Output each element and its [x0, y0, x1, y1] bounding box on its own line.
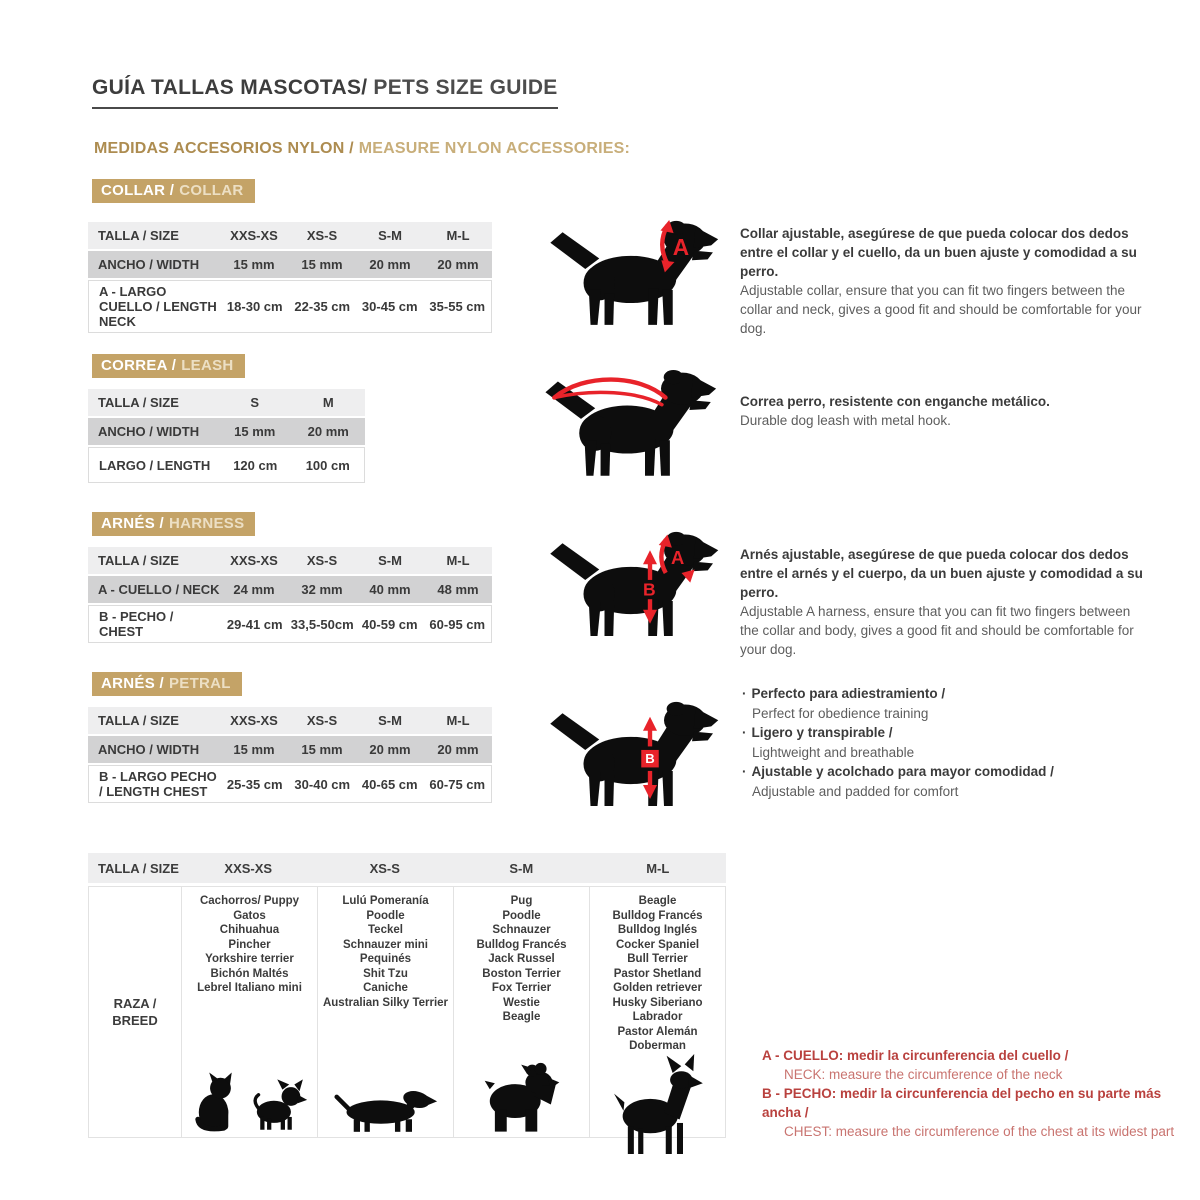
feature-es: · Ajustable y acolchado para mayor comodidad /: [742, 762, 1162, 782]
table-cell: 15 mm: [233, 742, 275, 757]
feature-es: · Ligero y transpirable /: [742, 723, 1162, 743]
section-header-collar-en: COLLAR: [179, 182, 244, 199]
section-header-harness: [92, 512, 255, 536]
section-header-petral-en: PETRAL: [168, 675, 231, 692]
table-row-neck: [88, 576, 492, 603]
table-cell: 100 cm: [305, 457, 350, 473]
measure-letter-a: A: [671, 547, 685, 569]
table-header-cell: M-L: [446, 228, 470, 243]
table-header-cell: M-L: [446, 553, 470, 568]
table-row-width: [88, 736, 492, 763]
page-title: [92, 76, 558, 109]
table-cell: 40-59 cm: [361, 616, 418, 632]
collar-size-table: [88, 222, 492, 335]
table-row-label: B - LARGO PECHO / LENGTH CHEST: [99, 769, 217, 799]
petral-size-table: [88, 707, 492, 805]
breed-column-s-m: [453, 887, 589, 1137]
leash-description-en: Durable dog leash with metal hook.: [740, 413, 951, 428]
harness-description-en: Adjustable A harness, ensure that you can fit two fingers between the collar and body, gives a good fit and should be comfortable for your dog.: [740, 604, 1134, 657]
breed-column-xxs-xs: [181, 887, 317, 1137]
breed-column-m-l: [589, 887, 725, 1137]
table-header-cell: S-M: [378, 553, 402, 568]
table-header-cell: M-L: [446, 713, 470, 728]
page-title-en: PETS SIZE GUIDE: [373, 76, 558, 99]
harness-description-es: Arnés ajustable, asegúrese de que pueda colocar dos dedos entre el arnés y el cuerpo, da un buen ajuste y comodidad a su perro.: [740, 547, 1143, 600]
note-neck-es: A - CUELLO: medir la circunferencia del cuello /: [762, 1048, 1069, 1063]
table-cell: 15 mm: [301, 257, 343, 272]
table-cell: 60-75 cm: [429, 776, 486, 792]
harness-size-table: [88, 547, 492, 645]
feature-item: [742, 762, 1162, 801]
table-row-label: B - PECHO / CHEST: [99, 609, 174, 639]
table-row-label: ANCHO / WIDTH: [98, 742, 200, 757]
table-row-width: [88, 251, 492, 278]
table-row-length: [88, 447, 365, 483]
table-header-cell: TALLA / SIZE: [98, 713, 179, 728]
table-cell: 60-95 cm: [429, 616, 486, 632]
section-header-collar: [92, 179, 255, 203]
table-header-cell: XXS-XS: [230, 228, 278, 243]
section-header-harness-es: ARNÉS /: [101, 515, 164, 532]
table-cell: 30-40 cm: [294, 776, 351, 792]
table-row-label: LARGO / LENGTH: [99, 457, 211, 473]
table-row-width: [88, 418, 365, 445]
section-header-leash-en: LEASH: [181, 357, 234, 374]
chihuahua-silhouette: [250, 1078, 308, 1132]
section-header-petral: [92, 672, 242, 696]
table-cell: 20 mm: [307, 424, 349, 439]
table-header-cell: S: [250, 395, 260, 410]
table-cell: 20 mm: [369, 257, 411, 272]
table-cell: 48 mm: [437, 582, 479, 597]
collar-description: [740, 224, 1144, 338]
silhouette-row: [318, 1085, 453, 1137]
feature-es: · Perfecto para adiestramiento /: [742, 684, 1162, 704]
table-row-label: ANCHO / WIDTH: [98, 257, 200, 272]
table-header-cell: TALLA / SIZE: [98, 395, 179, 410]
table-cell: 20 mm: [437, 257, 479, 272]
silhouette-row: [182, 1072, 317, 1137]
feature-en: Lightweight and breathable: [752, 744, 915, 760]
table-header-cell: XS-S: [306, 553, 338, 568]
leash-size-table: [88, 389, 365, 485]
feature-en: Adjustable and padded for comfort: [752, 783, 959, 799]
table-row-label: A - CUELLO / NECK: [98, 582, 220, 597]
breed-column-xs-s: [317, 887, 453, 1137]
table-header-cell: S-M: [378, 228, 402, 243]
table-header-row: [88, 222, 492, 249]
table-header-cell: TALLA / SIZE: [98, 860, 179, 876]
table-header-row: [88, 547, 492, 574]
table-cell: 15 mm: [233, 257, 275, 272]
petral-dog-figure: [545, 690, 720, 816]
page-subtitle: [94, 140, 630, 158]
table-header-cell: TALLA / SIZE: [98, 228, 179, 243]
table-header-cell: XXS-XS: [224, 860, 273, 876]
table-header-cell: XS-S: [306, 228, 338, 243]
silhouette-row: [590, 1054, 725, 1159]
table-header-cell: XXS-XS: [230, 713, 278, 728]
breed-size-table: [88, 853, 726, 1138]
breed-row-label: RAZA / BREED: [112, 996, 158, 1028]
table-cell: 20 mm: [437, 742, 479, 757]
breed-table-body: [88, 886, 726, 1138]
table-cell: 120 cm: [233, 457, 278, 473]
page-subtitle-en: MEASURE NYLON ACCESSORIES:: [358, 140, 631, 157]
feature-item: [742, 684, 1162, 723]
silhouette-row: [454, 1060, 589, 1137]
table-cell: 40 mm: [369, 582, 411, 597]
table-header-cell: M-L: [646, 860, 670, 876]
collar-description-es: Collar ajustable, asegúrese de que pueda colocar dos dedos entre el collar y el cuello, da un buen ajuste y comodidad a su perro.: [740, 226, 1137, 279]
breed-list: Lulú Pomeranía Poodle Teckel Schnauzer mini Pequinés Shit Tzu Caniche Australian Silky Terrier: [322, 895, 449, 1009]
breed-list: Cachorros/ Puppy Gatos Chihuahua Pincher Yorkshire terrier Bichón Maltés Lebrel Italiano mini: [197, 895, 302, 994]
table-cell: 40-65 cm: [361, 776, 418, 792]
table-cell: 25-35 cm: [226, 776, 283, 792]
note-chest-en: CHEST: measure the circumference of the chest at its widest part: [784, 1124, 1175, 1139]
collar-description-en: Adjustable collar, ensure that you can fit two fingers between the collar and neck, gives a good fit and should be comfortable for your dog.: [740, 283, 1142, 336]
table-cell: 30-45 cm: [361, 299, 418, 314]
section-header-leash-es: CORREA /: [101, 357, 177, 374]
harness-description: [740, 545, 1144, 659]
table-row-label: A - LARGO CUELLO / LENGTH NECK: [99, 284, 217, 329]
table-header-cell: S-M: [378, 713, 402, 728]
table-cell: 35-55 cm: [429, 299, 486, 314]
table-row-label: ANCHO / WIDTH: [98, 424, 200, 439]
feature-item: [742, 723, 1162, 762]
dachshund-silhouette: [334, 1085, 438, 1132]
table-header-cell: XS-S: [306, 713, 338, 728]
collar-dog-figure: [545, 213, 720, 331]
measure-letter-a: A: [672, 233, 690, 260]
note-chest-es: B - PECHO: medir la circunferencia del pecho en su parte más ancha /: [762, 1086, 1162, 1120]
doberman-silhouette: [610, 1054, 706, 1154]
table-row-chest-length: [88, 765, 492, 803]
breed-list: Beagle Bulldog Francés Bulldog Inglés Cocker Spaniel Bull Terrier Pastor Shetland Golden retriever Husky Siberiano Labrador Pastor Alemán Doberman: [612, 895, 703, 1052]
table-cell: 24 mm: [233, 582, 275, 597]
section-header-petral-es: ARNÉS /: [101, 675, 164, 692]
table-cell: 15 mm: [301, 742, 343, 757]
table-row-chest: [88, 605, 492, 643]
petral-measure-annotation: [641, 717, 659, 799]
table-cell: 29-41 cm: [226, 616, 283, 632]
measure-letter-b: B: [643, 579, 656, 600]
table-header-cell: S-M: [509, 860, 534, 876]
table-cell: 18-30 cm: [226, 299, 283, 314]
table-cell: 22-35 cm: [294, 299, 351, 314]
table-header-row: [88, 389, 365, 416]
measure-letter-b: B: [645, 751, 655, 767]
schnauzer-silhouette: [483, 1060, 561, 1132]
breed-table-header-row: [88, 853, 726, 883]
cat-silhouette: [191, 1072, 243, 1132]
table-header-cell: M: [322, 395, 334, 410]
measuring-notes: [762, 1046, 1192, 1141]
table-header-row: [88, 707, 492, 734]
table-header-cell: XXS-XS: [230, 553, 278, 568]
leash-description: [740, 392, 1144, 430]
page-subtitle-es: MEDIDAS ACCESORIOS NYLON /: [94, 140, 354, 157]
table-row-neck-length: [88, 280, 492, 333]
table-cell: 15 mm: [234, 424, 276, 439]
table-cell: 32 mm: [301, 582, 343, 597]
table-header-cell: TALLA / SIZE: [98, 553, 179, 568]
table-cell: 33,5-50cm: [290, 616, 354, 632]
section-header-collar-es: COLLAR /: [101, 182, 175, 199]
note-neck: [762, 1046, 1192, 1084]
table-cell: 20 mm: [369, 742, 411, 757]
section-header-leash: [92, 354, 245, 378]
page-title-es: GUÍA TALLAS MASCOTAS/: [92, 76, 368, 99]
leash-description-es: Correa perro, resistente con enganche metálico.: [740, 394, 1050, 409]
breed-list: Pug Poodle Schnauzer Bulldog Francés Jack Russel Boston Terrier Fox Terrier Westie Beagle: [476, 895, 567, 1023]
feature-en: Perfect for obedience training: [752, 705, 929, 721]
harness-dog-figure: [545, 520, 720, 646]
section-header-harness-en: HARNESS: [168, 515, 245, 532]
table-header-cell: XS-S: [369, 860, 400, 876]
petral-features: [742, 684, 1162, 801]
note-neck-en: NECK: measure the circumference of the neck: [784, 1067, 1063, 1082]
note-chest: [762, 1084, 1192, 1141]
leash-dog-figure: [538, 362, 720, 482]
